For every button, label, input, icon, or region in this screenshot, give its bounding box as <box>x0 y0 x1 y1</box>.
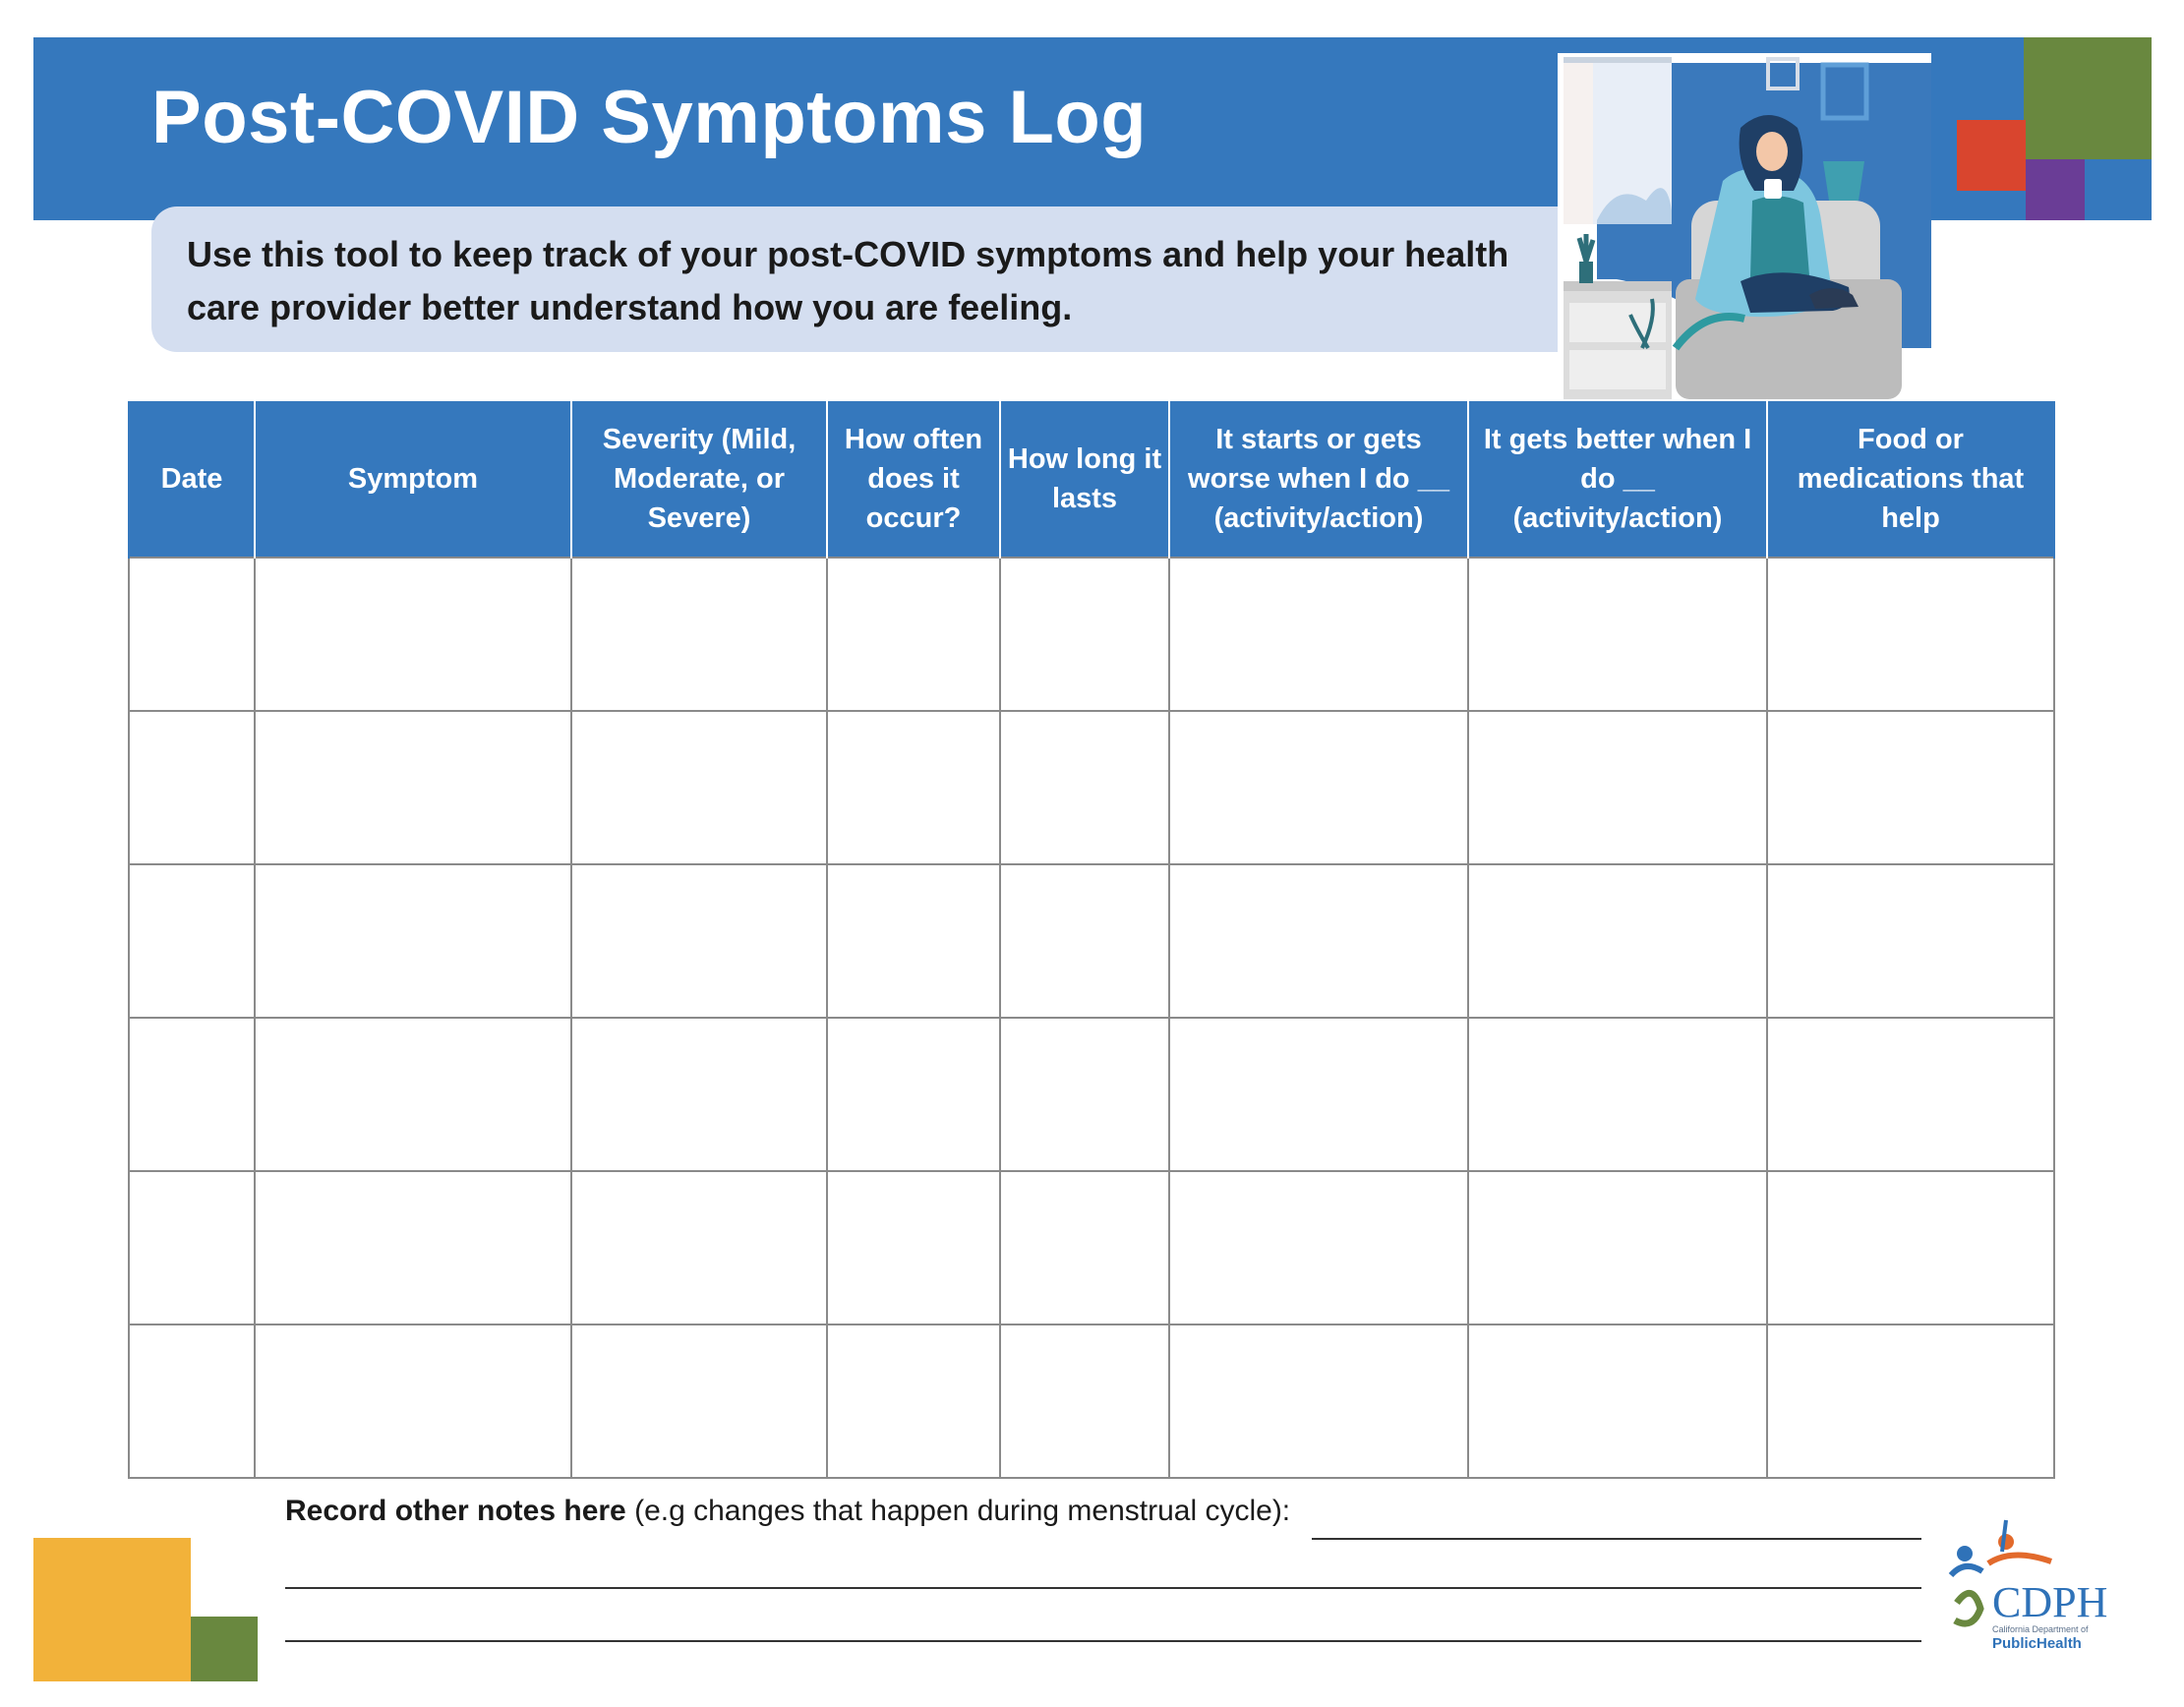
symptom-cell[interactable] <box>255 711 571 864</box>
page-title: Post-COVID Symptoms Log <box>151 76 1148 159</box>
notes-line-3[interactable] <box>285 1640 1921 1642</box>
notes-label <box>285 1495 1290 1527</box>
triggers-cell[interactable] <box>1169 558 1468 711</box>
triggers-cell[interactable] <box>1169 711 1468 864</box>
symptom-cell[interactable] <box>255 1324 571 1478</box>
triggers-cell[interactable] <box>1169 864 1468 1018</box>
severity-cell[interactable] <box>571 1324 827 1478</box>
decor-red-square <box>1957 120 2026 191</box>
table-row <box>129 1171 2054 1324</box>
table-row <box>129 558 2054 711</box>
severity-cell[interactable] <box>571 864 827 1018</box>
symptoms-log-table <box>128 401 2055 1479</box>
triggers-cell[interactable] <box>1169 1018 1468 1171</box>
duration-cell[interactable] <box>1000 1018 1169 1171</box>
date-cell[interactable] <box>129 1171 255 1324</box>
logo-subtitle-2: PublicHealth <box>1992 1635 2082 1652</box>
relief-cell[interactable] <box>1468 711 1767 864</box>
table-row <box>129 1018 2054 1171</box>
frequency-cell[interactable] <box>827 1018 1000 1171</box>
date-cell[interactable] <box>129 1018 255 1171</box>
notes-section <box>285 1495 1918 1528</box>
table-row <box>129 711 2054 864</box>
frequency-cell[interactable] <box>827 864 1000 1018</box>
table-row <box>129 864 2054 1018</box>
frequency-cell[interactable] <box>827 711 1000 864</box>
notes-line-1[interactable] <box>1312 1538 1921 1540</box>
food-medications-cell[interactable] <box>1767 1171 2054 1324</box>
relief-cell[interactable] <box>1468 1171 1767 1324</box>
table-header-row <box>129 401 2054 558</box>
symptom-cell[interactable] <box>255 558 571 711</box>
column-header-frequency: How often does it occur? <box>827 401 1000 558</box>
notes-line-2[interactable] <box>285 1587 1921 1589</box>
triggers-cell[interactable] <box>1169 1324 1468 1478</box>
food-medications-cell[interactable] <box>1767 711 2054 864</box>
frequency-cell[interactable] <box>827 1171 1000 1324</box>
table-row <box>129 1324 2054 1478</box>
symptom-cell[interactable] <box>255 1018 571 1171</box>
frequency-cell[interactable] <box>827 1324 1000 1478</box>
food-medications-cell[interactable] <box>1767 864 2054 1018</box>
symptom-cell[interactable] <box>255 864 571 1018</box>
intro-text: Use this tool to keep track of your post-COVID symptoms and help your health care provider better understand how you are feeling. <box>187 234 1509 327</box>
cdph-logo-icon <box>1943 1512 2120 1660</box>
decor-yellow-square <box>33 1538 191 1681</box>
duration-cell[interactable] <box>1000 711 1169 864</box>
duration-cell[interactable] <box>1000 864 1169 1018</box>
date-cell[interactable] <box>129 1324 255 1478</box>
column-header-severity: Severity (Mild, Moderate, or Severe) <box>571 401 827 558</box>
food-medications-cell[interactable] <box>1767 1018 2054 1171</box>
severity-cell[interactable] <box>571 1018 827 1171</box>
triggers-cell[interactable] <box>1169 1171 1468 1324</box>
column-header-symptom: Symptom <box>255 401 571 558</box>
column-header-relief-activities: It gets better when I do __ (activity/action) <box>1468 401 1767 558</box>
column-header-duration: How long it lasts <box>1000 401 1169 558</box>
food-medications-cell[interactable] <box>1767 558 2054 711</box>
notes-label-bold: Record other notes here <box>285 1495 626 1527</box>
severity-cell[interactable] <box>571 711 827 864</box>
woman-resting-illustration-icon <box>1558 53 1931 399</box>
notes-label-hint: (e.g changes that happen during menstrual cycle): <box>625 1495 1291 1527</box>
severity-cell[interactable] <box>571 1171 827 1324</box>
food-medications-cell[interactable] <box>1767 1324 2054 1478</box>
duration-cell[interactable] <box>1000 1324 1169 1478</box>
column-header-date: Date <box>129 401 255 558</box>
relief-cell[interactable] <box>1468 1018 1767 1171</box>
severity-cell[interactable] <box>571 558 827 711</box>
decor-green-square-bottom <box>191 1617 258 1681</box>
decor-purple-square <box>2026 159 2085 220</box>
column-header-triggers: It starts or gets worse when I do __ (activity/action) <box>1169 401 1468 558</box>
column-header-food-medications: Food or medications that help <box>1767 401 2054 558</box>
date-cell[interactable] <box>129 864 255 1018</box>
intro-box <box>151 206 1646 352</box>
frequency-cell[interactable] <box>827 558 1000 711</box>
logo-name: CDPH <box>1992 1578 2108 1626</box>
decor-green-square <box>2024 37 2152 159</box>
relief-cell[interactable] <box>1468 1324 1767 1478</box>
duration-cell[interactable] <box>1000 1171 1169 1324</box>
relief-cell[interactable] <box>1468 864 1767 1018</box>
date-cell[interactable] <box>129 558 255 711</box>
symptom-cell[interactable] <box>255 1171 571 1324</box>
duration-cell[interactable] <box>1000 558 1169 711</box>
logo-subtitle: California Department of <box>1992 1624 2089 1634</box>
date-cell[interactable] <box>129 711 255 864</box>
relief-cell[interactable] <box>1468 558 1767 711</box>
